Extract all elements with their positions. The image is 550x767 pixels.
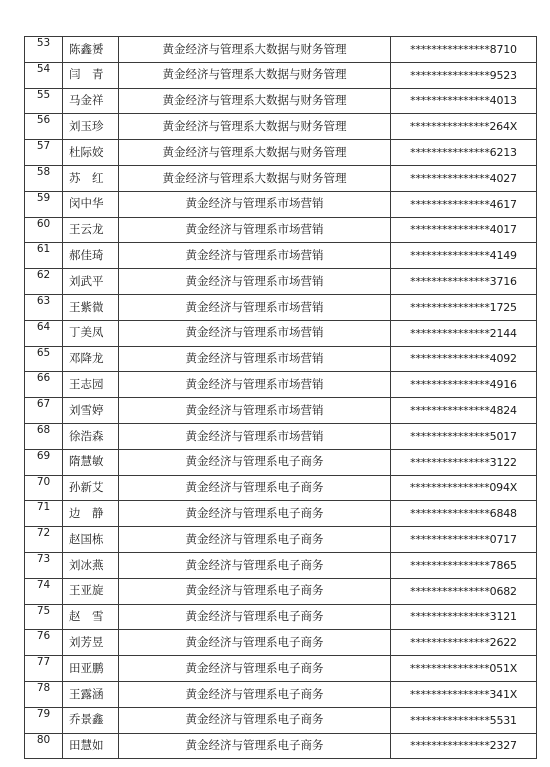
row-number: 59	[25, 191, 63, 217]
masked-id-number: ***************264X	[391, 114, 537, 140]
masked-id-number: ***************2144	[391, 320, 537, 346]
student-name: 郝佳琦	[63, 243, 119, 269]
row-number: 61	[25, 243, 63, 269]
row-number: 58	[25, 165, 63, 191]
row-number: 80	[25, 733, 63, 759]
table-row	[25, 191, 537, 217]
student-name: 隋慧敏	[63, 449, 119, 475]
row-number: 76	[25, 630, 63, 656]
student-name: 丁美凤	[63, 320, 119, 346]
masked-id-number: ***************5017	[391, 423, 537, 449]
table-row	[25, 37, 537, 63]
masked-id-number: ***************5531	[391, 707, 537, 733]
department-major: 黄金经济与管理系市场营销	[119, 320, 391, 346]
department-major: 黄金经济与管理系大数据与财务管理	[119, 114, 391, 140]
masked-id-number: ***************8710	[391, 37, 537, 63]
row-number: 77	[25, 656, 63, 682]
row-number: 63	[25, 294, 63, 320]
row-number: 64	[25, 320, 63, 346]
table-row	[25, 423, 537, 449]
row-number: 60	[25, 217, 63, 243]
masked-id-number: ***************0717	[391, 527, 537, 553]
row-number: 54	[25, 62, 63, 88]
student-name: 田亚鹏	[63, 656, 119, 682]
student-name: 王紫微	[63, 294, 119, 320]
masked-id-number: ***************4013	[391, 88, 537, 114]
department-major: 黄金经济与管理系市场营销	[119, 269, 391, 295]
department-major: 黄金经济与管理系市场营销	[119, 243, 391, 269]
row-number: 62	[25, 269, 63, 295]
masked-id-number: ***************3121	[391, 604, 537, 630]
masked-id-number: ***************1725	[391, 294, 537, 320]
student-name: 赵国栋	[63, 527, 119, 553]
department-major: 黄金经济与管理系电子商务	[119, 681, 391, 707]
department-major: 黄金经济与管理系市场营销	[119, 294, 391, 320]
student-name: 边 静	[63, 501, 119, 527]
department-major: 黄金经济与管理系电子商务	[119, 552, 391, 578]
table-row	[25, 578, 537, 604]
table-row	[25, 527, 537, 553]
masked-id-number: ***************2327	[391, 733, 537, 759]
student-name: 苏 红	[63, 165, 119, 191]
student-name: 徐浩森	[63, 423, 119, 449]
row-number: 70	[25, 475, 63, 501]
student-name: 闵中华	[63, 191, 119, 217]
department-major: 黄金经济与管理系电子商务	[119, 733, 391, 759]
masked-id-number: ***************3122	[391, 449, 537, 475]
department-major: 黄金经济与管理系市场营销	[119, 217, 391, 243]
student-name: 邓降龙	[63, 346, 119, 372]
masked-id-number: ***************7865	[391, 552, 537, 578]
table-row	[25, 320, 537, 346]
table-row	[25, 681, 537, 707]
department-major: 黄金经济与管理系电子商务	[119, 527, 391, 553]
student-name: 王云龙	[63, 217, 119, 243]
masked-id-number: ***************4027	[391, 165, 537, 191]
table-row	[25, 630, 537, 656]
row-number: 57	[25, 140, 63, 166]
row-number: 55	[25, 88, 63, 114]
student-name: 刘雪婷	[63, 398, 119, 424]
table-row	[25, 372, 537, 398]
department-major: 黄金经济与管理系市场营销	[119, 191, 391, 217]
student-name: 乔景鑫	[63, 707, 119, 733]
table-row	[25, 88, 537, 114]
row-number: 73	[25, 552, 63, 578]
table-row	[25, 217, 537, 243]
table-row	[25, 707, 537, 733]
department-major: 黄金经济与管理系市场营销	[119, 372, 391, 398]
row-number: 68	[25, 423, 63, 449]
table-body	[25, 37, 537, 759]
row-number: 65	[25, 346, 63, 372]
department-major: 黄金经济与管理系电子商务	[119, 475, 391, 501]
table-row	[25, 62, 537, 88]
student-name: 杜际姣	[63, 140, 119, 166]
table-row	[25, 398, 537, 424]
student-name: 闫 青	[63, 62, 119, 88]
masked-id-number: ***************3716	[391, 269, 537, 295]
table-row	[25, 165, 537, 191]
table-row	[25, 346, 537, 372]
student-name: 刘冰燕	[63, 552, 119, 578]
student-name: 田慧如	[63, 733, 119, 759]
department-major: 黄金经济与管理系电子商务	[119, 501, 391, 527]
row-number: 75	[25, 604, 63, 630]
row-number: 74	[25, 578, 63, 604]
table-row	[25, 501, 537, 527]
row-number: 66	[25, 372, 63, 398]
department-major: 黄金经济与管理系大数据与财务管理	[119, 88, 391, 114]
table-row	[25, 552, 537, 578]
department-major: 黄金经济与管理系市场营销	[119, 398, 391, 424]
masked-id-number: ***************4149	[391, 243, 537, 269]
masked-id-number: ***************0682	[391, 578, 537, 604]
row-number: 56	[25, 114, 63, 140]
department-major: 黄金经济与管理系大数据与财务管理	[119, 165, 391, 191]
row-number: 72	[25, 527, 63, 553]
masked-id-number: ***************4017	[391, 217, 537, 243]
student-list-table	[24, 36, 537, 759]
table-row	[25, 475, 537, 501]
table-row	[25, 294, 537, 320]
student-name: 孙新艾	[63, 475, 119, 501]
masked-id-number: ***************2622	[391, 630, 537, 656]
department-major: 黄金经济与管理系大数据与财务管理	[119, 62, 391, 88]
department-major: 黄金经济与管理系电子商务	[119, 604, 391, 630]
student-name: 刘玉珍	[63, 114, 119, 140]
table-row	[25, 604, 537, 630]
masked-id-number: ***************4916	[391, 372, 537, 398]
row-number: 67	[25, 398, 63, 424]
table-row	[25, 449, 537, 475]
student-name: 王亚旋	[63, 578, 119, 604]
student-name: 刘武平	[63, 269, 119, 295]
masked-id-number: ***************094X	[391, 475, 537, 501]
table-row	[25, 733, 537, 759]
row-number: 79	[25, 707, 63, 733]
masked-id-number: ***************051X	[391, 656, 537, 682]
row-number: 71	[25, 501, 63, 527]
department-major: 黄金经济与管理系电子商务	[119, 630, 391, 656]
student-name: 王志园	[63, 372, 119, 398]
row-number: 53	[25, 37, 63, 63]
department-major: 黄金经济与管理系市场营销	[119, 346, 391, 372]
department-major: 黄金经济与管理系电子商务	[119, 707, 391, 733]
table-row	[25, 114, 537, 140]
masked-id-number: ***************6213	[391, 140, 537, 166]
department-major: 黄金经济与管理系市场营销	[119, 423, 391, 449]
masked-id-number: ***************9523	[391, 62, 537, 88]
department-major: 黄金经济与管理系大数据与财务管理	[119, 37, 391, 63]
table-row	[25, 243, 537, 269]
student-name: 刘芳昱	[63, 630, 119, 656]
table-row	[25, 656, 537, 682]
student-name: 马金祥	[63, 88, 119, 114]
masked-id-number: ***************4617	[391, 191, 537, 217]
masked-id-number: ***************341X	[391, 681, 537, 707]
department-major: 黄金经济与管理系电子商务	[119, 449, 391, 475]
masked-id-number: ***************4092	[391, 346, 537, 372]
table-row	[25, 140, 537, 166]
masked-id-number: ***************6848	[391, 501, 537, 527]
table-row	[25, 269, 537, 295]
row-number: 78	[25, 681, 63, 707]
department-major: 黄金经济与管理系电子商务	[119, 578, 391, 604]
student-name: 陈鑫赟	[63, 37, 119, 63]
student-name: 王露涵	[63, 681, 119, 707]
masked-id-number: ***************4824	[391, 398, 537, 424]
department-major: 黄金经济与管理系大数据与财务管理	[119, 140, 391, 166]
row-number: 69	[25, 449, 63, 475]
student-name: 赵 雪	[63, 604, 119, 630]
department-major: 黄金经济与管理系电子商务	[119, 656, 391, 682]
